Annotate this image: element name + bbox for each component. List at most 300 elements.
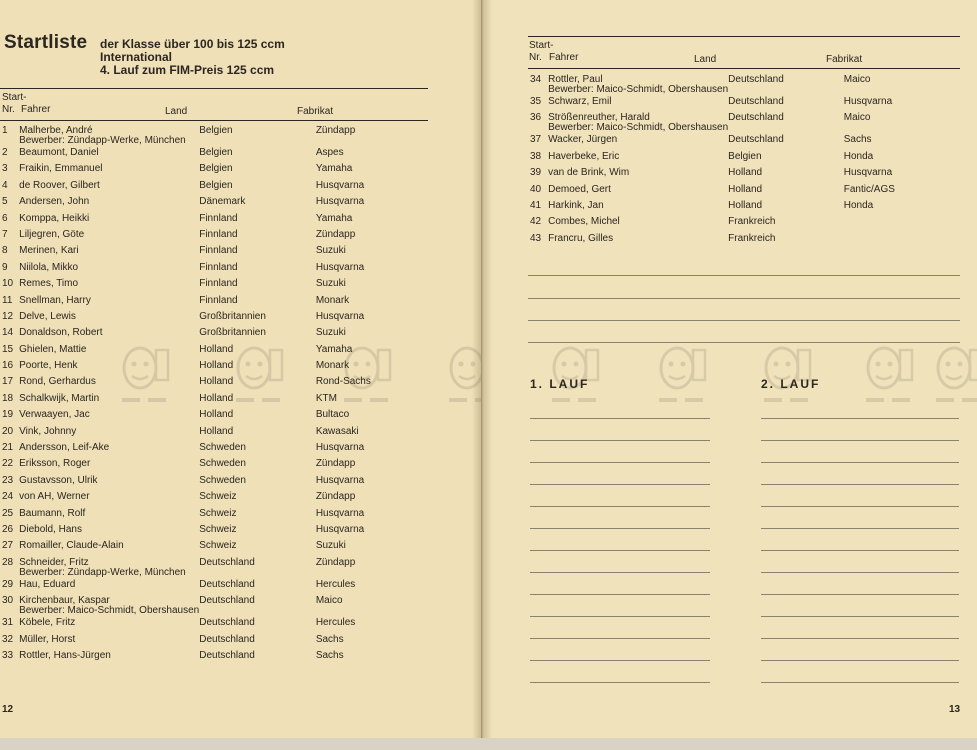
- table-row: [2, 524, 432, 540]
- country-text: Schweden: [199, 442, 246, 454]
- column-header-make: Fabrikat: [297, 106, 334, 117]
- table-row: [530, 167, 960, 183]
- table-row: [2, 344, 432, 360]
- start-number-text: 23: [2, 474, 14, 486]
- start-number-text: 12: [2, 310, 14, 322]
- result-line: [761, 440, 959, 441]
- column-header-country: Land: [165, 106, 188, 117]
- result-line: [530, 572, 710, 573]
- country: [728, 74, 844, 96]
- rider-name: [19, 393, 199, 409]
- table-row: [2, 557, 432, 579]
- country-text: Deutschland: [728, 96, 784, 107]
- rider-name-text: Andersen, John: [19, 196, 90, 208]
- country: [199, 579, 316, 595]
- start-number: [2, 579, 19, 595]
- header-rule-bottom: [0, 120, 428, 121]
- start-number: [2, 245, 19, 261]
- make-text: Husqvarna: [315, 196, 365, 208]
- rider-name: [19, 147, 199, 163]
- table-row: [2, 595, 432, 617]
- make: [844, 134, 960, 150]
- rider-name-text: Demoed, Gert: [548, 183, 611, 195]
- country-text: Deutschland: [199, 633, 255, 645]
- country: [199, 524, 316, 540]
- result-line: [530, 528, 710, 529]
- country: [199, 278, 316, 294]
- country-text: Belgien: [728, 150, 762, 162]
- country: [728, 96, 844, 112]
- table-row: [2, 327, 432, 343]
- rider-name: [19, 229, 199, 245]
- start-number: [2, 125, 19, 147]
- table-row: [2, 278, 432, 294]
- start-number: [2, 262, 19, 278]
- make: [844, 184, 960, 200]
- result-line: [530, 418, 710, 419]
- rider-name: [548, 134, 728, 150]
- start-number-text: 2: [2, 147, 8, 158]
- start-number-text: 43: [530, 232, 542, 244]
- make: [316, 376, 432, 392]
- country: [199, 458, 316, 474]
- rider-name: [19, 650, 199, 666]
- country-text: Deutschland: [199, 578, 255, 590]
- country-text: Schweiz: [199, 540, 237, 552]
- rider-name-text: Kirchenbaur, Kaspar: [19, 595, 110, 607]
- make: [316, 557, 432, 579]
- rider-name-text: Vink, Johnny: [19, 425, 77, 437]
- make-text: Husqvarna: [315, 523, 365, 535]
- rider-name: [19, 426, 199, 442]
- country: [728, 216, 844, 232]
- start-number: [2, 196, 19, 212]
- rider-name: [19, 180, 199, 196]
- column-header-rider: Fahrer: [21, 104, 51, 115]
- country-text: Holland: [199, 360, 234, 372]
- startlist-table: [530, 74, 960, 249]
- start-number-text: 16: [2, 360, 14, 372]
- make-text: Yamaha: [315, 163, 353, 175]
- table-row: [530, 200, 960, 216]
- country-text: Deutschland: [199, 649, 255, 661]
- left-page: [0, 0, 481, 738]
- sponsor-text: Bewerber: Zündapp-Werke, München: [19, 135, 186, 146]
- start-number: [2, 295, 19, 311]
- rider-name-text: Eriksson, Roger: [19, 458, 91, 470]
- country-text: Deutschland: [728, 112, 784, 124]
- country: [199, 376, 316, 392]
- lauf2-heading: 2. LAUF: [761, 377, 821, 391]
- make-text: Fantic/AGS: [843, 183, 895, 195]
- make-text: Suzuki: [315, 327, 346, 339]
- country: [199, 393, 316, 409]
- rider-name: [548, 233, 728, 249]
- start-number-text: 18: [2, 392, 14, 404]
- table-row: [2, 163, 432, 179]
- country-text: Finnland: [199, 261, 238, 273]
- start-number-text: 24: [2, 491, 14, 503]
- startlist-table: [2, 125, 432, 666]
- start-number-text: 21: [2, 442, 14, 454]
- country-text: Holland: [728, 199, 763, 211]
- start-number: [2, 508, 19, 524]
- start-number: [2, 180, 19, 196]
- rider-name-text: Rottler, Hans-Jürgen: [19, 649, 111, 661]
- country: [199, 245, 316, 261]
- table-row: [2, 579, 432, 595]
- country-text: Holland: [199, 425, 234, 437]
- table-row: [2, 540, 432, 556]
- column-header-nr-line1: Start-: [2, 92, 27, 103]
- subtitle-line: der Klasse über 100 bis 125 ccm: [100, 37, 285, 51]
- rider-name: [19, 491, 199, 507]
- table-row: [2, 229, 432, 245]
- result-line: [761, 660, 959, 661]
- rider-name: [19, 579, 199, 595]
- rider-name: [19, 213, 199, 229]
- start-number-text: 30: [2, 595, 14, 607]
- start-number-text: 6: [2, 212, 8, 224]
- start-number-text: 7: [2, 228, 8, 240]
- rider-name: [548, 74, 728, 96]
- start-number: [530, 74, 548, 96]
- result-line: [761, 572, 959, 573]
- rider-name-text: Rottler, Paul: [548, 74, 603, 85]
- country-text: Holland: [199, 392, 234, 404]
- country-text: Finnland: [199, 278, 238, 290]
- make-text: Rond-Sachs: [315, 376, 371, 388]
- make: [316, 650, 432, 666]
- country: [728, 233, 844, 249]
- country-text: Schweiz: [199, 507, 237, 519]
- rider-name-text: Fraikin, Emmanuel: [19, 163, 103, 175]
- start-number-text: 19: [2, 409, 14, 421]
- start-number: [2, 393, 19, 409]
- start-number-text: 1: [2, 125, 8, 136]
- start-number: [2, 327, 19, 343]
- table-row: [2, 196, 432, 212]
- country-text: Belgien: [199, 125, 233, 136]
- start-number-text: 31: [2, 617, 14, 629]
- make: [316, 295, 432, 311]
- start-number-text: 40: [530, 183, 542, 195]
- make-text: Hercules: [315, 617, 356, 629]
- make-text: Sachs: [843, 134, 872, 146]
- rider-name-text: Donaldson, Robert: [19, 327, 103, 339]
- make-text: Sachs: [315, 633, 344, 645]
- rider-name: [19, 508, 199, 524]
- make-text: Hercules: [315, 578, 356, 590]
- rider-name-text: Baumann, Rolf: [19, 507, 86, 519]
- country: [199, 327, 316, 343]
- right-page: [482, 0, 977, 738]
- column-header-make: Fabrikat: [826, 54, 863, 65]
- result-line: [761, 528, 959, 529]
- start-number: [2, 540, 19, 556]
- start-number: [2, 147, 19, 163]
- table-row: [530, 151, 960, 167]
- sponsor-text: Bewerber: Maico-Schmidt, Obershausen: [19, 605, 200, 617]
- rider-name: [19, 376, 199, 392]
- country-text: Finnland: [199, 212, 238, 224]
- table-row: [2, 491, 432, 507]
- result-line: [761, 594, 959, 595]
- country-text: Belgien: [199, 163, 233, 175]
- country: [199, 650, 316, 666]
- start-number-text: 20: [2, 425, 14, 437]
- rider-name: [19, 540, 199, 556]
- make: [316, 245, 432, 261]
- make-text: Monark: [315, 294, 350, 306]
- start-number-text: 4: [2, 179, 8, 191]
- country: [199, 540, 316, 556]
- country-text: Holland: [199, 409, 234, 421]
- country: [199, 125, 316, 147]
- table-row: [2, 458, 432, 474]
- make: [844, 96, 960, 112]
- start-number-text: 5: [2, 196, 8, 208]
- start-number-text: 35: [530, 96, 542, 107]
- result-line: [530, 462, 710, 463]
- rider-name: [19, 125, 199, 147]
- rider-name-text: Remes, Timo: [19, 278, 79, 290]
- make: [316, 579, 432, 595]
- make-text: Husqvarna: [315, 310, 365, 322]
- country: [199, 409, 316, 425]
- rider-name: [19, 617, 199, 633]
- country: [199, 147, 316, 163]
- start-number-text: 8: [2, 245, 8, 257]
- make: [316, 458, 432, 474]
- table-row: [530, 74, 960, 96]
- start-number-text: 15: [2, 343, 14, 355]
- result-line: [761, 638, 959, 639]
- rider-name-text: von AH, Werner: [19, 491, 90, 503]
- make-text: Husqvarna: [315, 179, 365, 191]
- result-line: [530, 660, 710, 661]
- result-line: [530, 616, 710, 617]
- start-number: [530, 151, 548, 167]
- make: [316, 213, 432, 229]
- make: [844, 233, 960, 249]
- lauf1-heading: 1. LAUF: [530, 377, 590, 391]
- start-number: [530, 167, 548, 183]
- make-text: Maico: [843, 112, 871, 124]
- make-text: Suzuki: [315, 540, 346, 552]
- rider-name-text: Poorte, Henk: [19, 360, 78, 372]
- country-text: Schweden: [199, 474, 246, 486]
- result-line: [761, 616, 959, 617]
- rider-name-text: Komppa, Heikki: [19, 212, 90, 224]
- table-row: [2, 409, 432, 425]
- make-text: Zündapp: [315, 125, 356, 136]
- table-row: [2, 426, 432, 442]
- country-text: Schweiz: [199, 523, 237, 535]
- rider-name-text: de Roover, Gilbert: [19, 179, 100, 191]
- country: [199, 617, 316, 633]
- result-line: [530, 638, 710, 639]
- make: [316, 475, 432, 491]
- start-number: [530, 233, 548, 249]
- country-text: Finnland: [199, 245, 238, 257]
- rider-name: [19, 344, 199, 360]
- rider-name: [19, 524, 199, 540]
- country: [199, 491, 316, 507]
- country: [199, 360, 316, 376]
- rider-name-text: Gustavsson, Ulrik: [19, 474, 98, 486]
- table-row: [530, 233, 960, 249]
- make-text: Husqvarna: [843, 167, 893, 179]
- table-row: [2, 311, 432, 327]
- make: [844, 216, 960, 232]
- start-number-text: 25: [2, 507, 14, 519]
- rider-name: [19, 595, 199, 617]
- make: [316, 229, 432, 245]
- rider-name: [19, 163, 199, 179]
- start-number-text: 34: [530, 74, 542, 85]
- start-number-text: 29: [2, 578, 14, 590]
- country: [199, 508, 316, 524]
- start-number-text: 33: [2, 649, 14, 661]
- rider-name: [548, 200, 728, 216]
- table-row: [2, 393, 432, 409]
- start-number: [2, 311, 19, 327]
- make-text: Kawasaki: [315, 425, 359, 437]
- rider-name-text: Müller, Horst: [19, 633, 76, 645]
- rider-name-text: Snellman, Harry: [19, 294, 91, 306]
- make-text: Zündapp: [315, 228, 356, 240]
- make: [316, 524, 432, 540]
- country: [199, 595, 316, 617]
- make: [316, 617, 432, 633]
- start-number-text: 3: [2, 163, 8, 175]
- country-text: Deutschland: [199, 617, 255, 629]
- country: [728, 200, 844, 216]
- country-text: Finnland: [199, 294, 238, 306]
- start-number-text: 41: [530, 199, 542, 211]
- start-number-text: 38: [530, 150, 542, 162]
- make: [316, 491, 432, 507]
- column-header-nr-line1: Start-: [529, 40, 554, 51]
- start-number: [2, 634, 19, 650]
- start-number-text: 37: [530, 134, 542, 146]
- rider-name: [19, 295, 199, 311]
- table-row: [530, 216, 960, 232]
- country-text: Schweiz: [199, 491, 237, 503]
- rider-name-text: Strößenreuther, Harald: [548, 112, 650, 124]
- make: [844, 200, 960, 216]
- rider-name-text: Merinen, Kari: [19, 245, 79, 257]
- sponsor-text: Bewerber: Maico-Schmidt, Obershausen: [548, 122, 729, 134]
- table-row: [530, 96, 960, 112]
- header-rule-top: [0, 88, 428, 89]
- column-header-nr-line2: Nr.: [529, 52, 542, 63]
- start-number: [2, 458, 19, 474]
- start-number: [530, 134, 548, 150]
- country-text: Holland: [728, 167, 763, 179]
- sponsor-text: Bewerber: Maico-Schmidt, Obershausen: [548, 84, 729, 95]
- make: [844, 112, 960, 134]
- rider-name-text: Schalkwijk, Martin: [19, 392, 100, 404]
- make-text: Husqvarna: [315, 261, 365, 273]
- start-number: [2, 229, 19, 245]
- rider-name: [19, 557, 199, 579]
- notes-line: [528, 298, 960, 299]
- make-text: Honda: [843, 150, 874, 162]
- start-number-text: 27: [2, 540, 14, 552]
- make: [844, 167, 960, 183]
- country-text: Deutschland: [199, 595, 255, 607]
- rider-name: [19, 278, 199, 294]
- start-number-text: 22: [2, 458, 14, 470]
- table-row: [530, 184, 960, 200]
- country: [728, 167, 844, 183]
- rider-name-text: Köbele, Fritz: [19, 617, 76, 629]
- start-number: [530, 200, 548, 216]
- table-row: [2, 650, 432, 666]
- table-row: [2, 634, 432, 650]
- make: [316, 327, 432, 343]
- header-rule-bottom: [528, 68, 960, 69]
- rider-name: [19, 360, 199, 376]
- rider-name-text: Harkink, Jan: [548, 199, 604, 211]
- rider-name-text: Combes, Michel: [548, 216, 620, 228]
- column-header-rider: Fahrer: [549, 52, 579, 63]
- rider-name: [548, 184, 728, 200]
- rider-name: [548, 167, 728, 183]
- result-line: [761, 506, 959, 507]
- make: [316, 442, 432, 458]
- country: [728, 112, 844, 134]
- rider-name-text: Andersson, Leif-Ake: [19, 442, 110, 454]
- notes-line: [528, 320, 960, 321]
- make-text: Zündapp: [315, 556, 356, 568]
- make-text: Husqvarna: [843, 96, 893, 107]
- make: [316, 163, 432, 179]
- make-text: Honda: [843, 199, 874, 211]
- start-number: [2, 617, 19, 633]
- rider-name-text: Niilola, Mikko: [19, 261, 79, 273]
- start-number: [2, 557, 19, 579]
- start-number: [2, 163, 19, 179]
- make-text: Husqvarna: [315, 442, 365, 454]
- country-text: Deutschland: [728, 134, 784, 146]
- rider-name-text: Francru, Gilles: [548, 232, 614, 244]
- country: [199, 262, 316, 278]
- scan-background: [0, 738, 977, 750]
- start-number-text: 36: [530, 112, 542, 124]
- rider-name: [548, 96, 728, 112]
- subtitle-line: International: [100, 50, 173, 64]
- country: [199, 196, 316, 212]
- country-text: Holland: [199, 343, 234, 355]
- start-number-text: 10: [2, 278, 14, 290]
- watermark-face-icon: [655, 342, 707, 412]
- rider-name-text: Verwaayen, Jac: [19, 409, 90, 421]
- rider-name: [19, 634, 199, 650]
- make: [316, 360, 432, 376]
- rider-name: [548, 216, 728, 232]
- make-text: Husqvarna: [315, 474, 365, 486]
- make: [316, 344, 432, 360]
- start-number: [2, 213, 19, 229]
- rider-name-text: Diebold, Hans: [19, 523, 82, 535]
- make: [316, 634, 432, 650]
- rider-name-text: Delve, Lewis: [19, 310, 76, 322]
- start-number: [2, 491, 19, 507]
- country: [199, 295, 316, 311]
